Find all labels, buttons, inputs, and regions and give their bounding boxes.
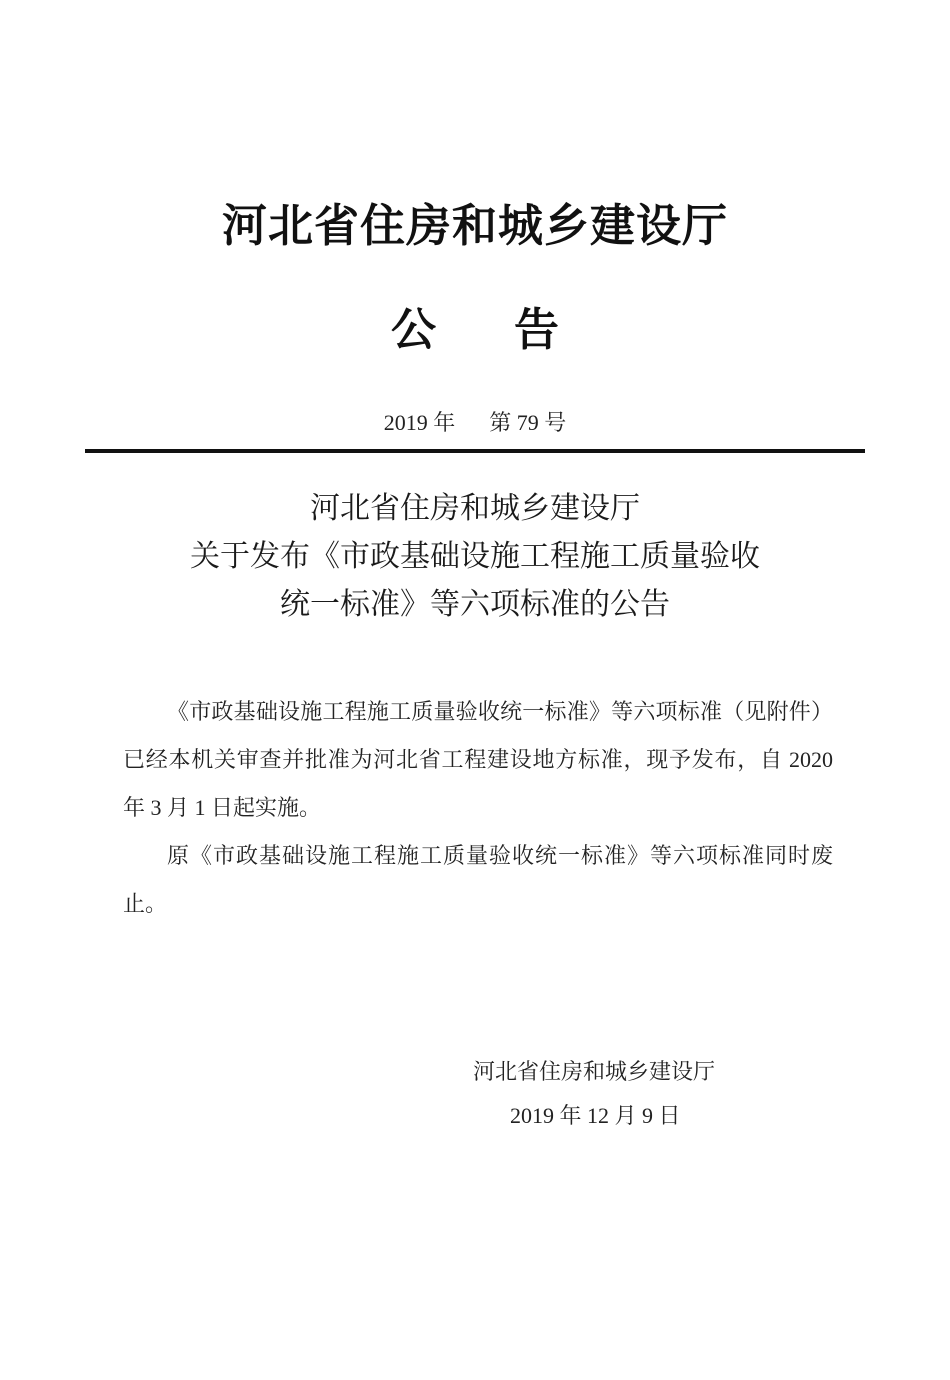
document-type-char: 告 xyxy=(514,303,560,356)
header-divider xyxy=(85,449,865,453)
issuing-agency-heading: 河北省住房和城乡建设厅 xyxy=(221,199,728,252)
announcement-body xyxy=(123,688,833,928)
document-type-char: 公 xyxy=(390,303,436,356)
title-line: 关于发布《市政基础设施工程施工质量验收 xyxy=(190,539,760,574)
document-number xyxy=(0,405,950,441)
announcement-title xyxy=(0,485,950,629)
document-serial-number: 第 79 号 xyxy=(489,410,567,435)
body-paragraph: 《市政基础设施工程施工质量验收统一标准》等六项标准（见附件）已经本机关审查并批准为河北省工程建设地方标准，现予发布，自 2020 年 3 月 1 日起实施。 xyxy=(123,699,833,820)
signature-agency: 河北省住房和城乡建设厅 xyxy=(473,1059,716,1084)
title-line: 河北省住房和城乡建设厅 xyxy=(310,491,640,526)
signature-date: 2019 年 12 月 9 日 xyxy=(510,1103,681,1128)
document-year: 2019 年 xyxy=(383,410,456,435)
body-paragraph: 原《市政基础设施工程施工质量验收统一标准》等六项标准同时废止。 xyxy=(123,843,833,916)
title-line: 统一标准》等六项标准的公告 xyxy=(280,587,670,622)
document-type-heading xyxy=(0,300,950,360)
